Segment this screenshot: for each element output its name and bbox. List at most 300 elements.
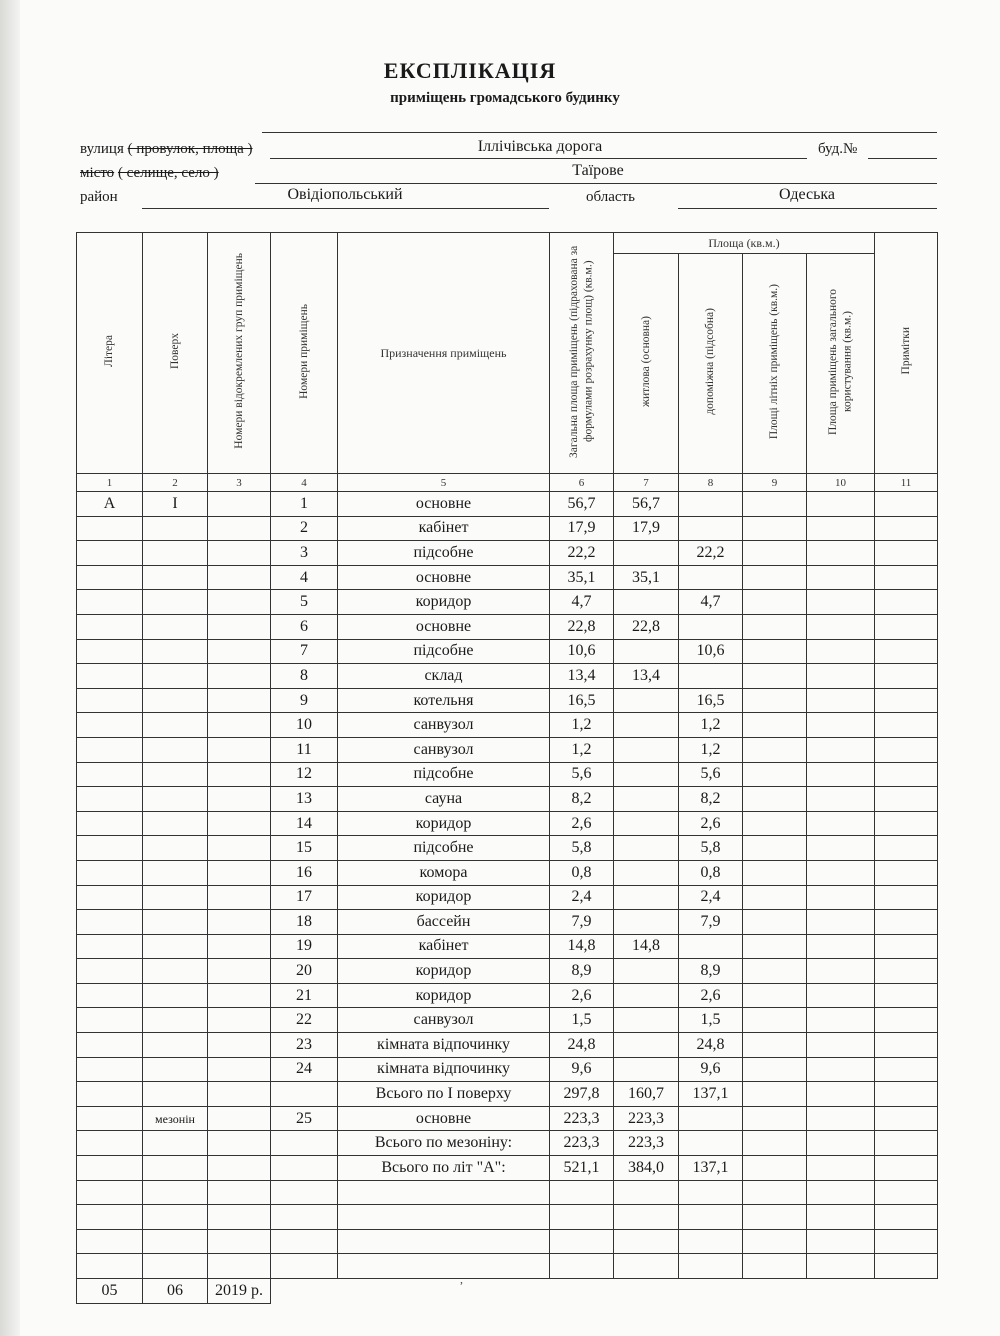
table-row — [77, 1008, 938, 1033]
cell-floor — [143, 910, 208, 935]
cell-total-area: 0,8 — [550, 860, 614, 885]
cell-purpose: комора — [338, 860, 550, 885]
cell-litera — [77, 516, 143, 541]
cell-total-area: 8,9 — [550, 959, 614, 984]
cell-note — [875, 1229, 938, 1254]
cell-litera — [77, 664, 143, 689]
cell-room-number: 12 — [271, 762, 338, 787]
header-summer-text: Площі літніх приміщень (кв.м.) — [768, 283, 781, 440]
cell-living-area: 56,7 — [614, 492, 679, 517]
cell-note — [875, 614, 938, 639]
cell-summer-area — [743, 1254, 807, 1279]
cell-group — [208, 885, 271, 910]
cell-floor — [143, 1082, 208, 1107]
cell-auxiliary-area: 0,8 — [679, 860, 743, 885]
cell-summer-area — [743, 959, 807, 984]
cell-litera — [77, 762, 143, 787]
cell-total-area: 223,3 — [550, 1131, 614, 1156]
column-number-row — [77, 474, 938, 492]
cell-group — [208, 1057, 271, 1082]
cell-living-area: 223,3 — [614, 1131, 679, 1156]
cell-auxiliary-area: 8,9 — [679, 959, 743, 984]
cell-room-number: 15 — [271, 836, 338, 861]
cell-litera — [77, 688, 143, 713]
table-row — [77, 614, 938, 639]
cell-summer-area — [743, 1008, 807, 1033]
header-living-text: житлова (основна) — [639, 316, 652, 407]
cell-floor — [143, 983, 208, 1008]
cell-living-area — [614, 1057, 679, 1082]
cell-room-number: 19 — [271, 934, 338, 959]
cell-summer-area — [743, 1205, 807, 1230]
cell-purpose: підсобне — [338, 836, 550, 861]
cell-common-area — [807, 811, 875, 836]
cell-floor — [143, 688, 208, 713]
cell-group — [208, 688, 271, 713]
table-row — [77, 1180, 938, 1205]
cell-floor — [143, 959, 208, 984]
cell-litera — [77, 614, 143, 639]
cell-auxiliary-area: 137,1 — [679, 1082, 743, 1107]
cell-litera — [77, 1057, 143, 1082]
cell-purpose — [338, 1254, 550, 1279]
cell-litera — [77, 1229, 143, 1254]
header-common-text: Площа приміщень загального користування (кв.м.) — [827, 288, 854, 435]
cell-group — [208, 983, 271, 1008]
cell-floor — [143, 787, 208, 812]
city-label-text: ( селище, село ) — [117, 165, 219, 181]
cell-group — [208, 664, 271, 689]
cell-auxiliary-area: 2,6 — [679, 811, 743, 836]
cell-auxiliary-area: 137,1 — [679, 1156, 743, 1181]
cell-floor — [143, 836, 208, 861]
cell-note — [875, 565, 938, 590]
cell-purpose: санвузол — [338, 1008, 550, 1033]
cell-total-area: 22,2 — [550, 541, 614, 566]
cell-living-area — [614, 860, 679, 885]
cell-floor — [143, 614, 208, 639]
cell-purpose: коридор — [338, 885, 550, 910]
document-subtitle: приміщень громадського будинку — [390, 90, 620, 106]
cell-litera — [77, 565, 143, 590]
header-floor-text: Поверх — [168, 332, 181, 370]
cell-common-area — [807, 639, 875, 664]
cell-living-area — [614, 762, 679, 787]
cell-living-area — [614, 1008, 679, 1033]
cell-litera — [77, 983, 143, 1008]
cell-auxiliary-area — [679, 1180, 743, 1205]
cell-living-area — [614, 590, 679, 615]
cell-purpose — [338, 1229, 550, 1254]
cell-note — [875, 639, 938, 664]
cell-total-area: 9,6 — [550, 1057, 614, 1082]
cell-total-area — [550, 1180, 614, 1205]
cell-common-area — [807, 787, 875, 812]
cell-auxiliary-area: 5,8 — [679, 836, 743, 861]
header-group-numbers-text: Номери відокремлених груп приміщень — [232, 253, 245, 449]
cell-auxiliary-area: 1,5 — [679, 1008, 743, 1033]
cell-litera — [77, 639, 143, 664]
table-row — [77, 516, 938, 541]
table-row — [77, 836, 938, 861]
city-underline — [255, 183, 937, 184]
cell-purpose: основне — [338, 614, 550, 639]
cell-living-area — [614, 737, 679, 762]
table-row — [77, 983, 938, 1008]
cell-purpose: коридор — [338, 811, 550, 836]
cell-auxiliary-area: 7,9 — [679, 910, 743, 935]
cell-floor — [143, 1156, 208, 1181]
cell-group — [208, 1033, 271, 1058]
cell-litera — [77, 737, 143, 762]
cell-living-area — [614, 836, 679, 861]
cell-room-number: 20 — [271, 959, 338, 984]
cell-floor — [143, 541, 208, 566]
header-total-area — [550, 233, 614, 474]
cell-note — [875, 737, 938, 762]
cell-room-number: 3 — [271, 541, 338, 566]
cell-litera: А — [77, 492, 143, 517]
cell-purpose: санвузол — [338, 737, 550, 762]
cell-purpose: підсобне — [338, 541, 550, 566]
cell-common-area — [807, 1057, 875, 1082]
cell-room-number: 5 — [271, 590, 338, 615]
cell-note — [875, 836, 938, 861]
cell-litera — [77, 1033, 143, 1058]
cell-room-number: 21 — [271, 983, 338, 1008]
cell-litera — [77, 885, 143, 910]
column-number: 11 — [875, 474, 938, 492]
cell-group — [208, 541, 271, 566]
city-label-struck: місто — [80, 165, 115, 181]
cell-common-area — [807, 836, 875, 861]
table-row — [77, 860, 938, 885]
cell-common-area — [807, 664, 875, 689]
cell-purpose: Всього по мезоніну: — [338, 1131, 550, 1156]
cell-litera — [77, 910, 143, 935]
cell-litera — [77, 590, 143, 615]
cell-total-area: 2,6 — [550, 811, 614, 836]
cell-floor — [143, 516, 208, 541]
cell-auxiliary-area — [679, 492, 743, 517]
cell-common-area — [807, 737, 875, 762]
cell-common-area — [807, 1082, 875, 1107]
street-value: Іллічівська дорога — [477, 138, 603, 155]
building-underline — [868, 158, 937, 159]
cell-note — [875, 713, 938, 738]
cell-common-area — [807, 983, 875, 1008]
cell-purpose: підсобне — [338, 762, 550, 787]
cell-note — [875, 664, 938, 689]
cell-total-area: 10,6 — [550, 639, 614, 664]
cell-room-number: 16 — [271, 860, 338, 885]
cell-total-area: 2,6 — [550, 983, 614, 1008]
column-number: 7 — [614, 474, 679, 492]
cell-living-area — [614, 1205, 679, 1230]
cell-floor — [143, 590, 208, 615]
cell-note — [875, 762, 938, 787]
cell-living-area — [614, 541, 679, 566]
header-litera — [77, 233, 143, 474]
table-row — [77, 762, 938, 787]
cell-common-area — [807, 565, 875, 590]
cell-common-area — [807, 1205, 875, 1230]
cell-total-area: 35,1 — [550, 565, 614, 590]
cell-note — [875, 1082, 938, 1107]
header-common — [807, 254, 875, 474]
cell-auxiliary-area: 1,2 — [679, 737, 743, 762]
cell-auxiliary-area: 9,6 — [679, 1057, 743, 1082]
cell-total-area: 8,2 — [550, 787, 614, 812]
cell-litera — [77, 860, 143, 885]
cell-common-area — [807, 860, 875, 885]
cell-auxiliary-area: 2,4 — [679, 885, 743, 910]
cell-living-area — [614, 910, 679, 935]
table-row — [77, 565, 938, 590]
cell-note — [875, 910, 938, 935]
cell-total-area: 24,8 — [550, 1033, 614, 1058]
column-number: 1 — [77, 474, 143, 492]
cell-living-area: 35,1 — [614, 565, 679, 590]
cell-purpose: основне — [338, 492, 550, 517]
cell-note — [875, 1033, 938, 1058]
cell-purpose: основне — [338, 1106, 550, 1131]
cell-living-area — [614, 1033, 679, 1058]
cell-room-number: 2 — [271, 516, 338, 541]
cell-summer-area — [743, 1180, 807, 1205]
column-number: 4 — [271, 474, 338, 492]
cell-summer-area — [743, 688, 807, 713]
cell-litera — [77, 836, 143, 861]
cell-living-area: 22,8 — [614, 614, 679, 639]
cell-auxiliary-area: 16,5 — [679, 688, 743, 713]
cell-purpose: коридор — [338, 590, 550, 615]
cell-litera — [77, 787, 143, 812]
cell-summer-area — [743, 664, 807, 689]
cell-floor — [143, 1033, 208, 1058]
cell-room-number — [271, 1180, 338, 1205]
cell-floor — [143, 934, 208, 959]
cell-litera — [77, 811, 143, 836]
cell-room-number — [271, 1205, 338, 1230]
district-underline — [142, 208, 549, 209]
cell-note — [875, 983, 938, 1008]
cell-common-area — [807, 1033, 875, 1058]
cell-room-number: 7 — [271, 639, 338, 664]
cell-summer-area — [743, 590, 807, 615]
cell-common-area — [807, 910, 875, 935]
column-number: 9 — [743, 474, 807, 492]
cell-litera — [77, 1205, 143, 1230]
cell-summer-area — [743, 713, 807, 738]
cell-room-number: 17 — [271, 885, 338, 910]
cell-group — [208, 590, 271, 615]
table-row — [77, 713, 938, 738]
cell-living-area — [614, 811, 679, 836]
cell-group — [208, 713, 271, 738]
cell-group — [208, 1156, 271, 1181]
cell-note — [875, 1008, 938, 1033]
cell-purpose — [338, 1205, 550, 1230]
cell-auxiliary-area: 22,2 — [679, 541, 743, 566]
cell-purpose: бассейн — [338, 910, 550, 935]
cell-purpose: коридор — [338, 983, 550, 1008]
cell-common-area — [807, 1180, 875, 1205]
cell-floor — [143, 1229, 208, 1254]
cell-summer-area — [743, 639, 807, 664]
cell-summer-area — [743, 565, 807, 590]
table-row — [77, 590, 938, 615]
cell-note — [875, 811, 938, 836]
cell-common-area — [807, 492, 875, 517]
cell-room-number: 6 — [271, 614, 338, 639]
cell-auxiliary-area: 10,6 — [679, 639, 743, 664]
cell-total-area: 223,3 — [550, 1106, 614, 1131]
cell-note — [875, 492, 938, 517]
cell-floor — [143, 1205, 208, 1230]
city-value: Таїрове — [572, 162, 624, 179]
table-row — [77, 1229, 938, 1254]
cell-group — [208, 910, 271, 935]
cell-summer-area — [743, 934, 807, 959]
header-total-area-text: Загальна площа приміщень (підрахована за формулами розрахунку площ) (кв.м.) — [568, 244, 595, 458]
district-label: район — [80, 189, 118, 205]
cell-summer-area — [743, 885, 807, 910]
cell-floor: I — [143, 492, 208, 517]
cell-note — [875, 1131, 938, 1156]
cell-litera — [77, 1008, 143, 1033]
table-total-row — [77, 1082, 938, 1107]
cell-floor — [143, 713, 208, 738]
cell-living-area — [614, 713, 679, 738]
document-title: ЕКСПЛІКАЦІЯ — [383, 58, 557, 83]
cell-summer-area — [743, 787, 807, 812]
cell-total-area: 1,2 — [550, 713, 614, 738]
street-label-struck: ( провулок, площа ) — [127, 141, 253, 157]
cell-floor — [143, 1254, 208, 1279]
cell-common-area — [807, 1131, 875, 1156]
cell-auxiliary-area: 8,2 — [679, 787, 743, 812]
cell-note — [875, 541, 938, 566]
cell-group — [208, 1229, 271, 1254]
cell-room-number: 24 — [271, 1057, 338, 1082]
header-auxiliary-text: допоміжна (підсобна) — [704, 308, 717, 415]
cell-common-area — [807, 1008, 875, 1033]
table-row — [77, 541, 938, 566]
cell-common-area — [807, 516, 875, 541]
header-room-numbers-text: Номери приміщень — [297, 303, 310, 399]
cell-group — [208, 639, 271, 664]
cell-summer-area — [743, 910, 807, 935]
cell-auxiliary-area: 4,7 — [679, 590, 743, 615]
cell-auxiliary-area — [679, 1229, 743, 1254]
cell-floor — [143, 1180, 208, 1205]
cell-summer-area — [743, 811, 807, 836]
cell-group — [208, 565, 271, 590]
city-label — [80, 165, 219, 182]
table-row — [77, 1033, 938, 1058]
table-total-row — [77, 1156, 938, 1181]
cell-room-number — [271, 1082, 338, 1107]
column-number: 6 — [550, 474, 614, 492]
cell-total-area: 4,7 — [550, 590, 614, 615]
cell-group — [208, 787, 271, 812]
table-row — [77, 959, 938, 984]
cell-group — [208, 934, 271, 959]
cell-note — [875, 934, 938, 959]
cell-room-number: 9 — [271, 688, 338, 713]
cell-summer-area — [743, 1156, 807, 1181]
cell-group — [208, 860, 271, 885]
table-row — [77, 664, 938, 689]
date-year: 2019 р. — [208, 1279, 271, 1304]
cell-room-number: 10 — [271, 713, 338, 738]
table-row — [77, 1205, 938, 1230]
region-underline — [678, 208, 937, 209]
cell-living-area: 160,7 — [614, 1082, 679, 1107]
cell-group — [208, 1205, 271, 1230]
cell-summer-area — [743, 492, 807, 517]
header-auxiliary — [679, 254, 743, 474]
cell-summer-area — [743, 516, 807, 541]
header-summer — [743, 254, 807, 474]
cell-living-area — [614, 787, 679, 812]
cell-group — [208, 762, 271, 787]
table-row — [77, 1106, 938, 1131]
cell-room-number: 22 — [271, 1008, 338, 1033]
cell-auxiliary-area — [679, 1131, 743, 1156]
cell-purpose: кабінет — [338, 516, 550, 541]
cell-group — [208, 1131, 271, 1156]
cell-total-area: 7,9 — [550, 910, 614, 935]
table-row — [77, 1057, 938, 1082]
cell-litera — [77, 1106, 143, 1131]
cell-floor — [143, 664, 208, 689]
table-row — [77, 910, 938, 935]
cell-living-area — [614, 1254, 679, 1279]
header-area-group: Площа (кв.м.) — [614, 233, 875, 254]
cell-purpose: санвузол — [338, 713, 550, 738]
cell-room-number: 11 — [271, 737, 338, 762]
cell-floor — [143, 737, 208, 762]
cell-living-area: 223,3 — [614, 1106, 679, 1131]
cell-total-area: 13,4 — [550, 664, 614, 689]
cell-floor — [143, 1008, 208, 1033]
cell-total-area — [550, 1205, 614, 1230]
cell-purpose: кімната відпочинку — [338, 1057, 550, 1082]
cell-purpose: Всього по І поверху — [338, 1082, 550, 1107]
cell-room-number: 1 — [271, 492, 338, 517]
cell-room-number: 18 — [271, 910, 338, 935]
cell-group — [208, 737, 271, 762]
cell-living-area: 13,4 — [614, 664, 679, 689]
cell-group — [208, 1254, 271, 1279]
region-label: область — [586, 189, 635, 205]
cell-purpose: котельня — [338, 688, 550, 713]
cell-summer-area — [743, 1057, 807, 1082]
explication-table — [76, 232, 938, 1304]
street-label — [80, 141, 253, 158]
header-purpose: Призначення приміщень — [338, 233, 550, 474]
cell-floor — [143, 762, 208, 787]
cell-floor — [143, 860, 208, 885]
cell-floor: мезонін — [143, 1106, 208, 1131]
cell-common-area — [807, 1156, 875, 1181]
cell-note — [875, 1254, 938, 1279]
street-underline — [270, 158, 807, 159]
cell-note — [875, 1205, 938, 1230]
cell-total-area: 2,4 — [550, 885, 614, 910]
